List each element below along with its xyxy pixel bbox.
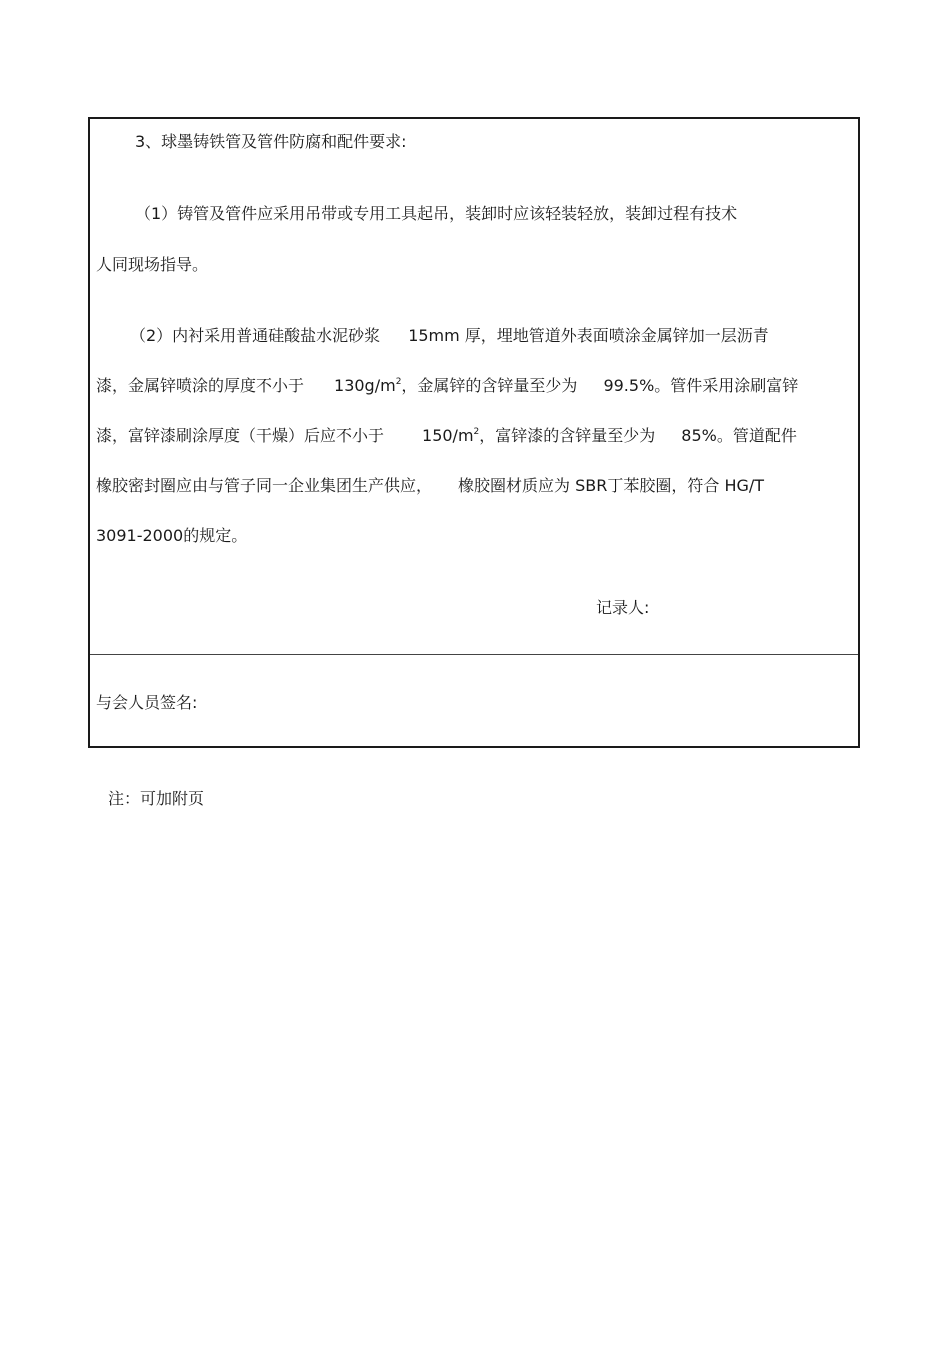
- item2-line4: [96, 476, 764, 496]
- item2-line3: [96, 426, 797, 446]
- item1-line1: （1）铸管及管件应采用吊带或专用工具起吊，装卸时应该轻装轻放，装卸过程有技术: [135, 204, 738, 223]
- item2-line5: 3091-2000的规定。: [96, 526, 248, 545]
- content-cell: [90, 119, 858, 655]
- item2-line2-b: 130g/m: [334, 376, 396, 395]
- item2-line3-b: 150/m: [422, 426, 474, 445]
- item2-line2: [96, 376, 798, 396]
- item2-line1-a: （2）内衬采用普通硅酸盐水泥砂浆: [130, 326, 381, 345]
- item2-line3-c: ，富锌漆的含锌量至少为: [479, 426, 656, 445]
- recorder-label: 记录人:: [596, 598, 650, 617]
- section-heading: 3、球墨铸铁管及管件防腐和配件要求:: [135, 132, 407, 151]
- item1-line2: 人同现场指导。: [96, 255, 209, 274]
- signature-cell: [90, 655, 858, 748]
- footnote: 注：可加附页: [108, 789, 205, 808]
- item2-line1: [130, 326, 769, 346]
- item2-line3-a: 漆，富锌漆刷涂厚度（干燥）后应不小于: [96, 426, 385, 445]
- item2-line2-a: 漆，金属锌喷涂的厚度不小于: [96, 376, 305, 395]
- item2-line3-d: 85%。管道配件: [681, 426, 797, 445]
- item2-line2-sup: 2: [395, 377, 402, 387]
- signature-label: 与会人员签名:: [96, 693, 198, 712]
- item2-line2-c: ，金属锌的含锌量至少为: [401, 376, 578, 395]
- record-table: [88, 117, 860, 748]
- item2-line4-b: 橡胶圈材质应为 SBR丁苯胶圈，符合 HG/T: [458, 476, 765, 495]
- item2-line4-a: 橡胶密封圈应由与管子同一企业集团生产供应，: [96, 476, 433, 495]
- item2-line3-sup: 2: [473, 427, 480, 437]
- item2-line1-b: 15mm 厚，埋地管道外表面喷涂金属锌加一层沥青: [408, 326, 769, 345]
- item2-line2-d: 99.5%。管件采用涂刷富锌: [603, 376, 799, 395]
